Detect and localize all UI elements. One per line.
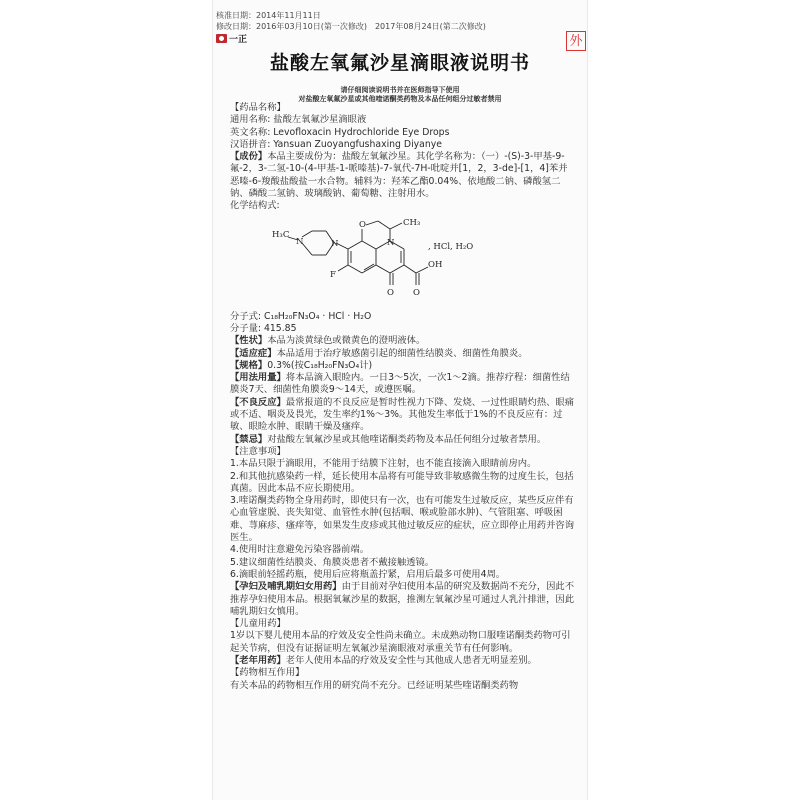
section-indications	[230, 348, 575, 360]
precaution-item: 6.滴眼前轻摇药瓶，使用后应将瓶盖拧紧，启用后最多可使用4周。	[230, 568, 506, 580]
precaution-item: 1.本品只限于滴眼用，不能用于结膜下注射，也不能直接滴入眼睛前房内。	[230, 458, 537, 470]
generic-name: 通用名称: 盐酸左氧氟沙星滴眼液	[230, 114, 367, 126]
section-contraindications	[230, 434, 575, 446]
composition-section	[230, 151, 575, 200]
section-strength	[230, 360, 575, 372]
section-adverse-reactions	[230, 397, 575, 434]
pinyin-name: 汉语拼音: Yansuan Zuoyangfushaxing Diyanye	[230, 138, 442, 150]
atom-h3c: H₃C	[272, 229, 290, 240]
section-text: 对盐酸左氧氟沙星或其他喹诺酮类药物及本品任何组分过敏者禁用。	[267, 433, 547, 445]
interactions-text: 有关本品的药物相互作用的研究尚不充分。已经证明某些喹诺酮类药物	[230, 679, 519, 691]
approval-date: 核准日期：2014年11月11日	[216, 11, 321, 20]
drug-name-heading: 【药品名称】	[230, 102, 286, 113]
salt-hydrate: , HCl, H₂O	[428, 241, 474, 252]
section-text: 本品适用于治疗敏感菌引起的细菌性结膜炎、细菌性角膜炎。	[276, 347, 528, 359]
atom-ch3: CH₃	[403, 217, 421, 228]
section-heading: 【禁忌】	[230, 433, 268, 445]
atom-n-piperazine-2: N	[331, 238, 339, 249]
approval-dates	[216, 10, 486, 32]
precaution-item: 3.喹诺酮类药物全身用药时，即使只有一次，也有可能发生过敏反应，某些反应伴有心血管虚脱、丧失知觉、血管性水肿(包括咽、喉或脸部水肿)、气管阻塞、呼吸困难、荨麻疹、瘙痒等，如果发生皮疹或其他过敏反应的症状，应立即停止用药并咨询医生。	[230, 495, 574, 544]
section-text: 本品为淡黄绿色或微黄色的澄明液体。	[267, 335, 426, 347]
structure-label: 化学结构式:	[230, 200, 280, 212]
atom-o-acid: O	[413, 287, 420, 298]
chemical-structure	[268, 215, 508, 307]
section-heading: 【适应症】	[230, 347, 277, 359]
section-elderly	[230, 655, 575, 667]
section-text: 最常报道的不良反应是暂时性视力下降、发烧、一过性眼睛灼热、眼痛或不适、咽炎及畏光，发生率约1%～3%。其他发生率低于1%的不良反应有：过敏、眼睑水肿、眼睛干燥及瘙痒。	[230, 396, 575, 433]
atom-n-ring: N	[387, 237, 395, 248]
atom-oh: OH	[428, 259, 443, 270]
interactions-heading: 【药物相互作用】	[230, 667, 305, 679]
page-title: 盐酸左氧氟沙星滴眼液说明书	[269, 52, 530, 74]
warning-line-2: 对盐酸左氧氟沙星或其他喹诺酮类药物及本品任何组分过敏者禁用	[298, 95, 502, 103]
english-name: 英文名称: Levofloxacin Hydrochloride Eye Drops	[230, 126, 450, 138]
section-text: 0.3%(按C₁₈H₂₀FN₃O₄计)	[267, 359, 373, 371]
atom-o-keto: O	[387, 287, 394, 298]
composition-heading: 【成份】	[230, 151, 268, 163]
composition-text: 本品主要成份为：盐酸左氧氟沙星。其化学名称为：（一）-(S)-3-甲基-9-氟-2，3-二氢-10-(4-甲基-1-哌嗪基)-7-氧代-7H-吡啶并[1，2，3-de]-[1，4]苯并恶嗪-6-羧酸盐酸盐一水合物。辅料为：羟苯乙酯0.04%、依地酸二钠、磷酸氢二钠、磷酸二氢钠、玻璃酸钠、葡萄糖、注射用水。	[230, 151, 568, 200]
molecular-weight: 分子量: 415.85	[230, 322, 297, 334]
otc-mark: 外	[566, 31, 586, 51]
section-text: 将本品滴入眼睑内。一日3～5次，一次1～2滴。推荐疗程：细菌性结膜炎7天、细菌性角膜炎9～14天，或遵医嘱。	[230, 372, 570, 396]
molecular-formula	[230, 311, 575, 323]
atom-f: F	[330, 269, 336, 280]
precaution-item: 4.使用时注意避免污染容器前端。	[230, 544, 370, 556]
precautions-heading: 【注意事项】	[230, 445, 286, 457]
section-text: 老年人使用本品的疗效及安全性与其他成人患者无明显差别。	[285, 654, 537, 666]
section-text: 由于目前对孕妇使用本品的研究及数据尚不充分，因此不推荐孕妇使用本品。根据氧氟沙星的数据，推测左氧氟沙星可通过人乳汁排泄，因此哺乳期妇女慎用。	[230, 581, 575, 617]
section-heading: 【孕妇及哺乳期妇女用药】	[230, 581, 342, 593]
section-heading: 【性状】	[230, 335, 268, 347]
atom-n-piperazine-1: N	[296, 236, 304, 247]
section-heading: 【不良反应】	[230, 396, 286, 408]
formula-value: C₁₈H₂₀FN₃O₄ · HCl · H₂O	[263, 310, 372, 322]
brand-logo	[216, 33, 247, 44]
children-heading: 【儿童用药】	[230, 618, 286, 630]
precaution-item: 5.建议细菌性结膜炎、角膜炎患者不戴接触透镜。	[230, 556, 435, 568]
warning-line-1: 请仔细阅读说明书并在医师指导下使用	[340, 86, 460, 94]
precaution-item: 2.和其他抗感染药一样，延长使用本品将有可能导致非敏感微生物的过度生长，包括真菌。因此本品不应长期使用。	[230, 470, 574, 494]
section-heading: 【用法用量】	[230, 372, 286, 384]
leaflet-body	[230, 102, 575, 692]
brand-mark-icon	[216, 34, 227, 43]
children-text: 1岁以下婴儿使用本品的疗效及安全性尚未确立。未成熟动物口服喹诺酮类药物可引起关节病，但没有证据证明左氧氟沙星滴眼液对承重关节有任何影响。	[230, 630, 571, 654]
section-heading: 【老年用药】	[230, 654, 286, 666]
section-dosage	[230, 372, 575, 397]
revision-dates: 修改日期：2016年03月10日(第一次修改) 2017年08月24日(第二次修改)	[216, 22, 486, 31]
brand-name: 一正	[229, 35, 248, 45]
atom-o-ring: O	[359, 219, 366, 230]
section-pregnancy	[230, 581, 575, 618]
formula-label: 分子式:	[230, 310, 264, 322]
section-appearance	[230, 335, 575, 347]
section-heading: 【规格】	[230, 359, 268, 371]
